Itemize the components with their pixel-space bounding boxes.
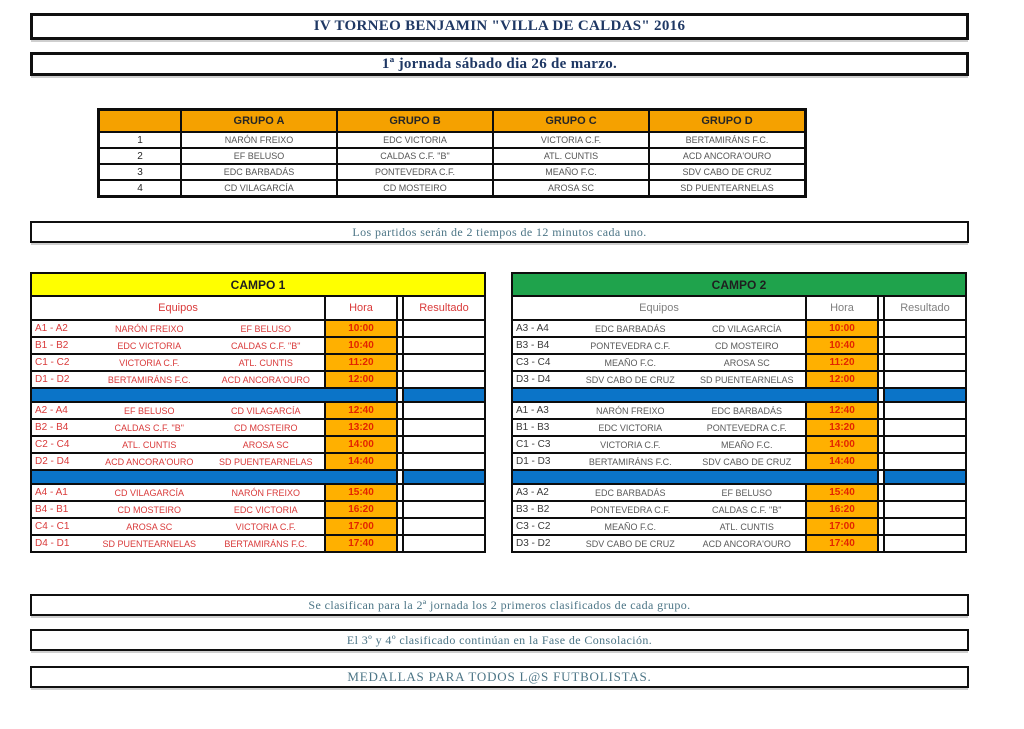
result-cell bbox=[885, 485, 965, 500]
match-time: 14:00 bbox=[807, 437, 877, 452]
group-a-team: EF BELUSO bbox=[182, 149, 336, 163]
result-cell bbox=[404, 536, 484, 551]
match-pair-label: C3 - C2 bbox=[516, 521, 551, 532]
result-cell bbox=[404, 420, 484, 435]
result-cell bbox=[404, 519, 484, 534]
column-separator bbox=[879, 297, 883, 319]
result-cell bbox=[885, 403, 965, 418]
round-divider bbox=[513, 471, 877, 483]
match-row bbox=[32, 420, 324, 435]
column-separator bbox=[879, 420, 883, 435]
away-team: EDC BARBADÁS bbox=[711, 405, 783, 416]
match-row bbox=[513, 403, 805, 418]
home-team: MEAÑO F.C. bbox=[604, 521, 656, 532]
home-team: VICTORIA C.F. bbox=[600, 439, 661, 450]
home-team: SDV CABO DE CRUZ bbox=[585, 374, 675, 385]
medals-banner bbox=[30, 666, 969, 688]
away-team: ACD ANCORA'OURO bbox=[702, 538, 791, 549]
round-divider bbox=[885, 389, 965, 401]
match-time: 10:40 bbox=[326, 338, 396, 353]
campo1-table bbox=[30, 272, 486, 553]
group-row-number: 3 bbox=[100, 165, 180, 179]
match-row bbox=[513, 536, 805, 551]
group-c-team: MEAÑO F.C. bbox=[494, 165, 648, 179]
match-pair-label: A2 - A4 bbox=[35, 405, 68, 416]
match-row bbox=[32, 403, 324, 418]
campo1-equipos-header: Equipos bbox=[32, 297, 324, 319]
match-row bbox=[513, 372, 805, 387]
result-cell bbox=[404, 485, 484, 500]
column-separator bbox=[879, 454, 883, 469]
match-time: 17:00 bbox=[807, 519, 877, 534]
group-row-number: 4 bbox=[100, 181, 180, 195]
campo2-resultado-header: Resultado bbox=[885, 297, 965, 319]
column-separator bbox=[398, 437, 402, 452]
qualification-note: Se clasifican para la 2ª jornada los 2 primeros clasificados de cada grupo. bbox=[308, 597, 691, 612]
group-c-header: GRUPO C bbox=[494, 111, 648, 131]
home-team: SD PUENTEARNELAS bbox=[102, 538, 197, 549]
group-b-team: PONTEVEDRA C.F. bbox=[338, 165, 492, 179]
home-team: BERTAMIRÁNS F.C. bbox=[107, 374, 191, 385]
result-cell bbox=[404, 321, 484, 336]
group-b-header: GRUPO B bbox=[338, 111, 492, 131]
result-cell bbox=[885, 536, 965, 551]
away-team: EF BELUSO bbox=[240, 323, 291, 334]
groups-table bbox=[97, 108, 807, 198]
match-time: 10:40 bbox=[807, 338, 877, 353]
home-team: PONTEVEDRA C.F. bbox=[590, 340, 671, 351]
column-separator bbox=[879, 321, 883, 336]
away-team: BERTAMIRÁNS F.C. bbox=[224, 538, 308, 549]
home-team: CALDAS C.F. "B" bbox=[114, 422, 184, 433]
result-cell bbox=[404, 338, 484, 353]
result-cell bbox=[404, 437, 484, 452]
match-pair-label: B4 - B1 bbox=[35, 504, 69, 515]
match-time: 10:00 bbox=[326, 321, 396, 336]
column-separator bbox=[879, 502, 883, 517]
result-cell bbox=[885, 437, 965, 452]
away-team: CD MOSTEIRO bbox=[714, 340, 779, 351]
match-row bbox=[32, 519, 324, 534]
match-time: 13:20 bbox=[326, 420, 396, 435]
round-divider bbox=[32, 471, 396, 483]
home-team: CD MOSTEIRO bbox=[117, 504, 181, 515]
match-row bbox=[513, 321, 805, 336]
group-d-team: SDV CABO DE CRUZ bbox=[650, 165, 804, 179]
home-team: EDC BARBADÁS bbox=[594, 487, 666, 498]
match-time: 10:00 bbox=[807, 321, 877, 336]
result-cell bbox=[885, 321, 965, 336]
result-cell bbox=[885, 338, 965, 353]
match-pair-label: D1 - D2 bbox=[35, 374, 70, 385]
match-pair-label: B1 - B3 bbox=[516, 422, 550, 433]
column-separator bbox=[398, 519, 402, 534]
group-b-team: EDC VICTORIA bbox=[338, 133, 492, 147]
column-separator bbox=[398, 536, 402, 551]
away-team: CD VILAGARCÍA bbox=[230, 405, 301, 416]
match-row bbox=[513, 454, 805, 469]
match-pair-label: A1 - A3 bbox=[516, 405, 549, 416]
away-team: CD VILAGARCÍA bbox=[711, 323, 782, 334]
column-separator bbox=[398, 297, 402, 319]
match-pair-label: A3 - A2 bbox=[516, 487, 549, 498]
match-pair-label: D3 - D2 bbox=[516, 538, 551, 549]
match-pair-label: C3 - C4 bbox=[516, 357, 551, 368]
home-team: EDC BARBADÁS bbox=[594, 323, 666, 334]
campo2-title: CAMPO 2 bbox=[513, 274, 965, 295]
result-cell bbox=[404, 502, 484, 517]
match-time: 11:20 bbox=[807, 355, 877, 370]
match-time: 12:40 bbox=[807, 403, 877, 418]
away-team: EF BELUSO bbox=[721, 487, 772, 498]
group-a-team: NARÓN FREIXO bbox=[182, 133, 336, 147]
column-separator bbox=[879, 536, 883, 551]
column-separator bbox=[398, 502, 402, 517]
match-row bbox=[32, 338, 324, 353]
away-team: AROSA SC bbox=[242, 439, 289, 450]
match-time: 15:40 bbox=[807, 485, 877, 500]
campo2-equipos-header: Equipos bbox=[513, 297, 805, 319]
groups-corner-cell bbox=[100, 111, 180, 131]
match-pair-label: A1 - A2 bbox=[35, 323, 68, 334]
campo2-hora-header: Hora bbox=[807, 297, 877, 319]
result-cell bbox=[885, 372, 965, 387]
home-team: MEAÑO F.C. bbox=[604, 357, 656, 368]
column-separator bbox=[398, 471, 402, 483]
round-divider bbox=[404, 389, 484, 401]
match-row bbox=[32, 485, 324, 500]
group-b-team: CD MOSTEIRO bbox=[338, 181, 492, 195]
tournament-title-banner bbox=[30, 13, 969, 40]
away-team: CALDAS C.F. "B" bbox=[712, 504, 782, 515]
group-a-team: CD VILAGARCÍA bbox=[182, 181, 336, 195]
column-separator bbox=[879, 355, 883, 370]
match-time: 16:20 bbox=[807, 502, 877, 517]
match-time: 14:00 bbox=[326, 437, 396, 452]
home-team: AROSA SC bbox=[126, 521, 173, 532]
match-time: 14:40 bbox=[807, 454, 877, 469]
match-row bbox=[513, 502, 805, 517]
column-separator bbox=[879, 389, 883, 401]
home-team: ATL. CUNTIS bbox=[122, 439, 177, 450]
tournament-title: IV TORNEO BENJAMIN "VILLA DE CALDAS" 2016 bbox=[313, 18, 686, 34]
match-pair-label: C1 - C2 bbox=[35, 357, 70, 368]
result-cell bbox=[404, 454, 484, 469]
result-cell bbox=[885, 355, 965, 370]
match-row bbox=[513, 437, 805, 452]
home-team: ACD ANCORA'OURO bbox=[105, 456, 194, 467]
column-separator bbox=[398, 355, 402, 370]
match-row bbox=[32, 355, 324, 370]
round-divider bbox=[885, 471, 965, 483]
group-row-number: 2 bbox=[100, 149, 180, 163]
match-time: 12:40 bbox=[326, 403, 396, 418]
column-separator bbox=[398, 389, 402, 401]
qualification-banner bbox=[30, 594, 969, 616]
home-team: PONTEVEDRA C.F. bbox=[590, 504, 671, 515]
away-team: ATL. CUNTIS bbox=[719, 521, 774, 532]
match-pair-label: D3 - D4 bbox=[516, 374, 551, 385]
group-a-team: EDC BARBADÁS bbox=[182, 165, 336, 179]
match-time: 16:20 bbox=[326, 502, 396, 517]
match-pair-label: C4 - C1 bbox=[35, 521, 70, 532]
column-separator bbox=[398, 420, 402, 435]
home-team: EDC VICTORIA bbox=[598, 422, 663, 433]
home-team: NARÓN FREIXO bbox=[595, 405, 665, 416]
campo2-table bbox=[511, 272, 967, 553]
group-c-team: AROSA SC bbox=[494, 181, 648, 195]
campo1-hora-header: Hora bbox=[326, 297, 396, 319]
column-separator bbox=[879, 471, 883, 483]
match-row bbox=[32, 536, 324, 551]
result-cell bbox=[404, 355, 484, 370]
medals-note: MEDALLAS PARA TODOS L@S FUTBOLISTAS. bbox=[347, 669, 652, 684]
column-separator bbox=[879, 485, 883, 500]
match-time: 13:20 bbox=[807, 420, 877, 435]
column-separator bbox=[879, 437, 883, 452]
match-row bbox=[32, 454, 324, 469]
match-row bbox=[513, 485, 805, 500]
match-row bbox=[513, 420, 805, 435]
group-d-team: BERTAMIRÁNS F.C. bbox=[650, 133, 804, 147]
match-pair-label: C1 - C3 bbox=[516, 439, 551, 450]
matchday-title: 1ª jornada sábado dia 26 de marzo. bbox=[381, 55, 618, 72]
column-separator bbox=[398, 485, 402, 500]
match-pair-label: A3 - A4 bbox=[516, 323, 549, 334]
round-divider bbox=[32, 389, 396, 401]
match-pair-label: B2 - B4 bbox=[35, 422, 69, 433]
result-cell bbox=[404, 403, 484, 418]
match-row bbox=[32, 502, 324, 517]
column-separator bbox=[879, 372, 883, 387]
match-pair-label: B3 - B2 bbox=[516, 504, 550, 515]
home-team: SDV CABO DE CRUZ bbox=[585, 538, 675, 549]
home-team: BERTAMIRÁNS F.C. bbox=[588, 456, 672, 467]
away-team: PONTEVEDRA C.F. bbox=[706, 422, 787, 433]
campo1-title: CAMPO 1 bbox=[32, 274, 484, 295]
match-time: 15:40 bbox=[326, 485, 396, 500]
away-team: AROSA SC bbox=[723, 357, 770, 368]
group-d-team: SD PUENTEARNELAS bbox=[650, 181, 804, 195]
column-separator bbox=[398, 338, 402, 353]
match-pair-label: B1 - B2 bbox=[35, 340, 69, 351]
match-row bbox=[32, 372, 324, 387]
group-c-team: ATL. CUNTIS bbox=[494, 149, 648, 163]
result-cell bbox=[885, 420, 965, 435]
away-team: CALDAS C.F. "B" bbox=[231, 340, 301, 351]
match-pair-label: C2 - C4 bbox=[35, 439, 70, 450]
column-separator bbox=[398, 454, 402, 469]
column-separator bbox=[398, 372, 402, 387]
group-c-team: VICTORIA C.F. bbox=[494, 133, 648, 147]
match-pair-label: D2 - D4 bbox=[35, 456, 70, 467]
match-format-note: Los partidos serán de 2 tiempos de 12 minutos cada uno. bbox=[352, 224, 647, 239]
match-time: 14:40 bbox=[326, 454, 396, 469]
away-team: CD MOSTEIRO bbox=[233, 422, 298, 433]
match-pair-label: D4 - D1 bbox=[35, 538, 70, 549]
match-pair-label: B3 - B4 bbox=[516, 340, 550, 351]
group-b-team: CALDAS C.F. "B" bbox=[338, 149, 492, 163]
match-time: 12:00 bbox=[807, 372, 877, 387]
home-team: VICTORIA C.F. bbox=[119, 357, 180, 368]
result-cell bbox=[885, 519, 965, 534]
home-team: CD VILAGARCÍA bbox=[114, 487, 185, 498]
match-time: 11:20 bbox=[326, 355, 396, 370]
match-row bbox=[32, 437, 324, 452]
home-team: EDC VICTORIA bbox=[117, 340, 182, 351]
away-team: SD PUENTEARNELAS bbox=[218, 456, 313, 467]
away-team: EDC VICTORIA bbox=[233, 504, 298, 515]
consolation-note: El 3º y 4º clasificado continúan en la Fase de Consolación. bbox=[346, 632, 653, 647]
match-pair-label: A4 - A1 bbox=[35, 487, 68, 498]
away-team: VICTORIA C.F. bbox=[235, 521, 296, 532]
round-divider bbox=[404, 471, 484, 483]
column-separator bbox=[879, 338, 883, 353]
group-d-team: ACD ANCORA'OURO bbox=[650, 149, 804, 163]
match-row bbox=[513, 338, 805, 353]
group-a-header: GRUPO A bbox=[182, 111, 336, 131]
match-time: 12:00 bbox=[326, 372, 396, 387]
campo1-resultado-header: Resultado bbox=[404, 297, 484, 319]
result-cell bbox=[885, 502, 965, 517]
away-team: NARÓN FREIXO bbox=[231, 487, 300, 498]
away-team: SDV CABO DE CRUZ bbox=[702, 456, 792, 467]
matchday-banner bbox=[30, 52, 969, 76]
column-separator bbox=[398, 321, 402, 336]
match-time: 17:40 bbox=[326, 536, 396, 551]
column-separator bbox=[398, 403, 402, 418]
match-time: 17:00 bbox=[326, 519, 396, 534]
result-cell bbox=[885, 454, 965, 469]
match-row bbox=[513, 519, 805, 534]
home-team: EF BELUSO bbox=[123, 405, 175, 416]
away-team: SD PUENTEARNELAS bbox=[699, 374, 794, 385]
consolation-banner bbox=[30, 629, 969, 651]
match-format-banner bbox=[30, 221, 969, 243]
match-time: 17:40 bbox=[807, 536, 877, 551]
group-d-header: GRUPO D bbox=[650, 111, 804, 131]
away-team: ACD ANCORA'OURO bbox=[221, 374, 310, 385]
match-pair-label: D1 - D3 bbox=[516, 456, 551, 467]
home-team: NARÓN FREIXO bbox=[114, 323, 184, 334]
match-row bbox=[32, 321, 324, 336]
result-cell bbox=[404, 372, 484, 387]
column-separator bbox=[879, 403, 883, 418]
match-row bbox=[513, 355, 805, 370]
column-separator bbox=[879, 519, 883, 534]
away-team: ATL. CUNTIS bbox=[238, 357, 293, 368]
round-divider bbox=[513, 389, 877, 401]
group-row-number: 1 bbox=[100, 133, 180, 147]
away-team: MEAÑO F.C. bbox=[720, 439, 773, 450]
